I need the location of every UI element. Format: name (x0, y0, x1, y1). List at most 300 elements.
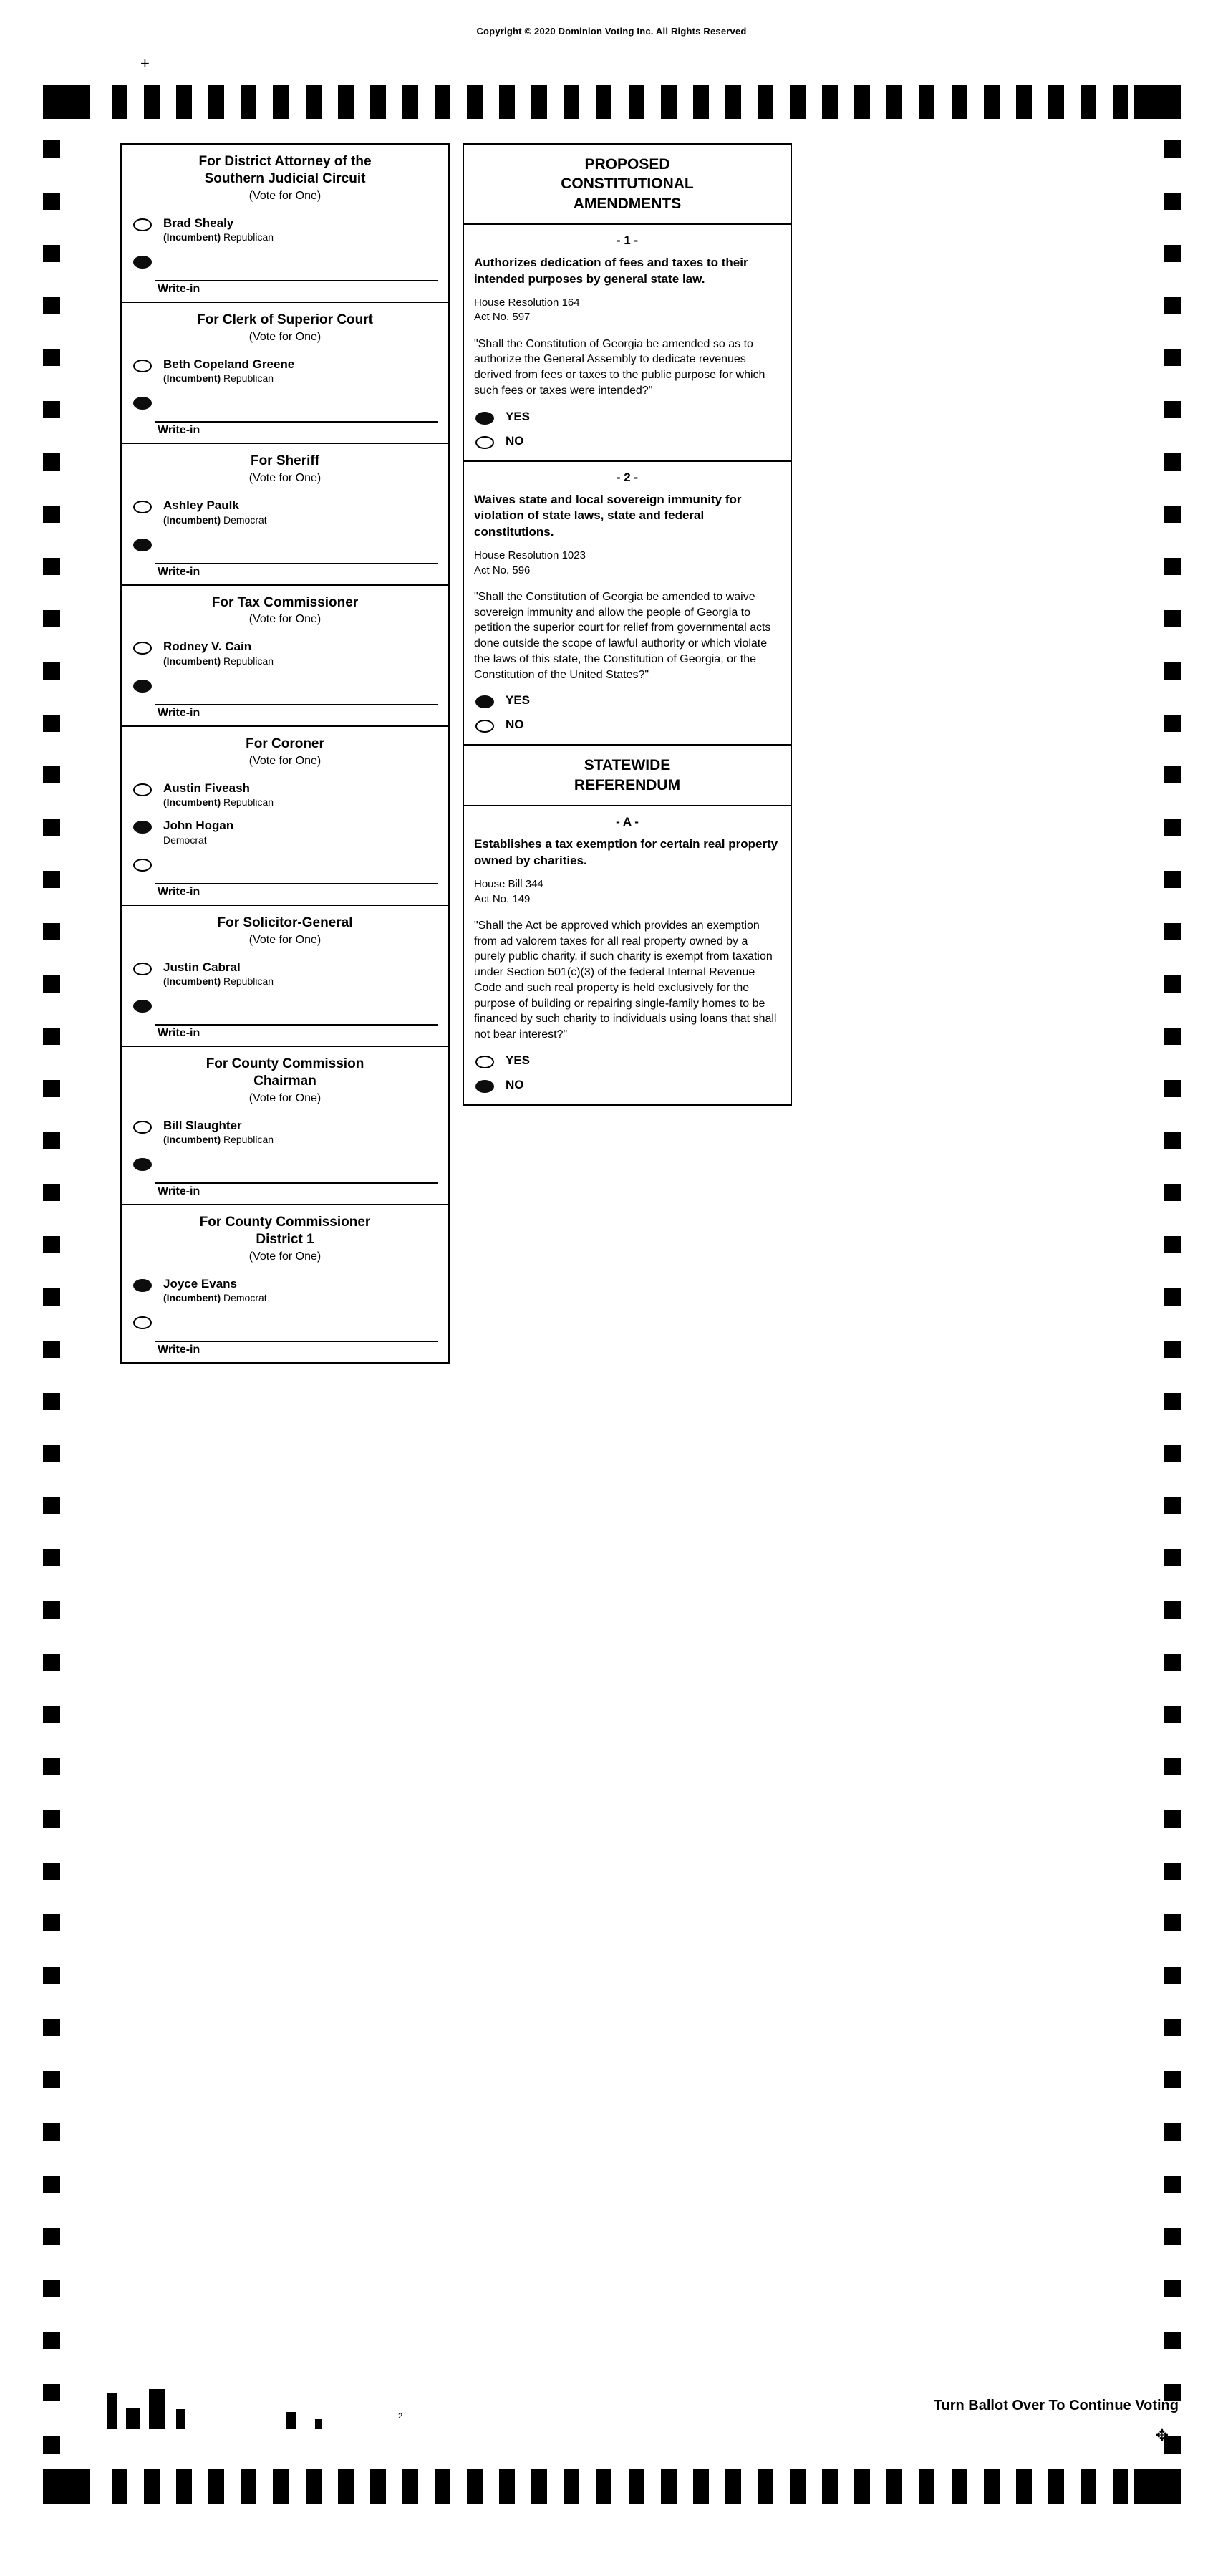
timing-mark (1048, 85, 1064, 119)
contest-title (122, 1205, 448, 1248)
timing-mark (1164, 1236, 1181, 1253)
timing-mark (499, 85, 515, 119)
vote-oval[interactable] (133, 1158, 152, 1171)
timing-mark (43, 558, 60, 575)
timing-mark (886, 85, 902, 119)
candidate-party (163, 796, 441, 809)
write-in-line[interactable]: Write-in (155, 1182, 438, 1204)
timing-mark (370, 2469, 386, 2504)
candidate-name: Beth Copeland Greene (163, 357, 295, 371)
vote-instruction: (Vote for One) (248, 472, 322, 485)
timing-mark (43, 140, 60, 158)
timing-mark (43, 610, 60, 627)
incumbent-marker: (Incumbent) (163, 975, 221, 988)
vote-instruction: (Vote for One) (248, 754, 322, 767)
contest-box (120, 302, 450, 443)
candidate-option[interactable] (122, 493, 448, 531)
incumbent-marker: (Incumbent) (163, 1292, 221, 1304)
timing-mark (1164, 715, 1181, 732)
contest-title (122, 1047, 448, 1090)
timing-mark (273, 85, 289, 119)
timing-mark (43, 1132, 60, 1149)
measure-reference-line: House Bill 344 (474, 878, 543, 891)
timing-mark (758, 2469, 773, 2504)
contest-title (122, 906, 448, 932)
section-header-line: AMENDMENTS (573, 195, 682, 212)
incumbent-marker: (Incumbent) (163, 231, 221, 243)
contest-box (120, 443, 450, 584)
timing-mark (112, 2469, 127, 2504)
timing-mark (1134, 85, 1181, 119)
candidate-name: Rodney V. Cain (163, 640, 252, 654)
candidate-option[interactable] (122, 1114, 448, 1152)
blank-option[interactable] (122, 1309, 448, 1341)
timing-mark (693, 85, 709, 119)
measure-reference (464, 876, 791, 914)
measure-reference-line: House Resolution 164 (474, 296, 580, 309)
incumbent-marker: (Incumbent) (163, 655, 221, 667)
timing-mark (43, 819, 60, 836)
candidate-party (163, 513, 441, 526)
blank-option[interactable] (122, 852, 448, 883)
timing-mark (43, 871, 60, 888)
timing-mark (1016, 85, 1032, 119)
candidate-name: John Hogan (163, 819, 234, 833)
contest-title-line: For Tax Commissioner (211, 594, 359, 610)
timing-mark (758, 85, 773, 119)
vote-yes-option[interactable] (464, 1050, 791, 1074)
vote-option-label: YES (506, 693, 531, 708)
timing-mark (306, 2469, 322, 2504)
timing-mark (596, 85, 612, 119)
vote-oval[interactable] (133, 1000, 152, 1013)
vote-yes-option[interactable] (464, 406, 791, 430)
blank-option[interactable] (122, 672, 448, 704)
candidate-name: Austin Fiveash (163, 781, 250, 795)
timing-mark (1164, 1758, 1181, 1775)
timing-mark (43, 401, 60, 418)
timing-mark (467, 85, 483, 119)
measure-summary: Waives state and local sovereign immunity for violation of state laws, state and federal constitutions. (474, 492, 742, 539)
timing-mark (1164, 1601, 1181, 1619)
candidate-option[interactable] (122, 352, 448, 390)
measure-reference-line: Act No. 596 (474, 564, 531, 577)
measure-text: "Shall the Act be approved which provides an exemption from ad valorem taxes for all real property owned by a purely public charity, if such charity is exempt from taxation under Section 501(c)(3) of the federal Internal Revenue Code and such real property is held exclusively for the purpose of building or repairing single-family homes to be financed by such charity to individuals using loans that shall not bear interest?" (474, 919, 777, 1041)
blank-option[interactable] (122, 531, 448, 563)
timing-mark (1081, 2469, 1096, 2504)
ballot-id-mark (286, 2412, 296, 2429)
timing-mark (43, 1028, 60, 1045)
ballot-measure (464, 462, 791, 745)
timing-mark (693, 2469, 709, 2504)
timing-mark (1164, 1549, 1181, 1566)
timing-mark (208, 85, 224, 119)
candidate-name: Justin Cabral (163, 960, 241, 974)
vote-instruction: (Vote for One) (248, 189, 322, 202)
timing-mark (43, 1549, 60, 1566)
timing-mark (1164, 871, 1181, 888)
contest-box (120, 1046, 450, 1204)
timing-mark (144, 2469, 160, 2504)
timing-mark (241, 2469, 256, 2504)
timing-mark (43, 1601, 60, 1619)
timing-mark (790, 85, 806, 119)
contest-box (120, 584, 450, 725)
timing-mark (43, 2469, 90, 2504)
timing-mark (43, 297, 60, 314)
party-label: Republican (221, 655, 274, 667)
blank-option[interactable] (122, 249, 448, 280)
timing-mark (43, 1236, 60, 1253)
vote-option-label: NO (506, 718, 524, 732)
vote-oval[interactable] (475, 1080, 494, 1093)
candidate-name: Joyce Evans (163, 1276, 238, 1291)
timing-mark (43, 2332, 60, 2349)
timing-mark (1134, 2469, 1181, 2504)
proposed-amendments-section (463, 143, 792, 744)
candidate-party (163, 1291, 441, 1304)
candidate-option[interactable] (122, 776, 448, 814)
timing-mark (822, 85, 838, 119)
candidate-option[interactable] (122, 814, 448, 852)
vote-instruction: (Vote for One) (248, 613, 322, 626)
measure-number: - A - (616, 815, 639, 829)
measure-reference (464, 294, 791, 332)
vote-oval[interactable] (133, 821, 152, 834)
candidate-party (163, 1133, 441, 1146)
copyright-notice: Copyright © 2020 Dominion Voting Inc. All Rights Reserved (476, 26, 747, 37)
timing-mark (176, 2469, 192, 2504)
timing-mark (1164, 1706, 1181, 1723)
timing-mark (1164, 193, 1181, 210)
vote-oval[interactable] (475, 720, 494, 733)
contest-title-line: For Solicitor-General (217, 915, 353, 930)
timing-mark (208, 2469, 224, 2504)
vote-no-option[interactable] (464, 430, 791, 455)
vote-instruction: (Vote for One) (248, 1091, 322, 1104)
contest-title (122, 444, 448, 470)
vote-oval[interactable] (133, 642, 152, 655)
vote-oval[interactable] (133, 501, 152, 513)
vote-no-option[interactable] (464, 1074, 791, 1099)
ballot-column-right (463, 143, 792, 1106)
timing-marks-top (43, 85, 1181, 119)
contest-box (120, 725, 450, 905)
timing-mark (241, 85, 256, 119)
timing-mark (725, 85, 741, 119)
measure-text: "Shall the Constitution of Georgia be amended to waive sovereign immunity and allow the people of Georgia to petition the superior court for relief from governmental acts done outside the scope of lawful authority or which violate the laws of this state, the Constitution of Georgia, or the Constitution of the United States?" (474, 590, 771, 681)
timing-mark (1164, 506, 1181, 523)
party-label: Republican (221, 372, 274, 385)
candidate-option[interactable] (122, 211, 448, 249)
timing-mark (531, 2469, 547, 2504)
candidate-party (163, 231, 441, 243)
timing-mark (1164, 2123, 1181, 2141)
vote-oval[interactable] (475, 436, 494, 449)
ballot-id-mark (315, 2419, 322, 2429)
timing-mark (435, 85, 450, 119)
vote-oval[interactable] (133, 1121, 152, 1134)
measure-summary: Authorizes dedication of fees and taxes to their intended purposes by general state law. (474, 255, 748, 286)
timing-mark (1164, 349, 1181, 366)
timing-mark (43, 766, 60, 783)
timing-mark (1164, 558, 1181, 575)
incumbent-marker: (Incumbent) (163, 513, 221, 526)
contest-title (122, 145, 448, 188)
vote-oval[interactable] (133, 397, 152, 410)
registration-plus-mark: + (140, 54, 150, 72)
timing-mark (1164, 453, 1181, 471)
candidate-party (163, 372, 441, 385)
timing-mark (176, 85, 192, 119)
vote-oval[interactable] (133, 1316, 152, 1329)
vote-oval[interactable] (133, 1279, 152, 1292)
candidate-party (163, 975, 441, 988)
section-header (464, 746, 791, 806)
timing-mark (338, 85, 354, 119)
timing-mark (1164, 610, 1181, 627)
timing-mark (1164, 401, 1181, 418)
timing-mark (1164, 1184, 1181, 1201)
party-label: Republican (221, 796, 274, 809)
timing-mark (43, 193, 60, 210)
timing-mark (919, 2469, 934, 2504)
write-in-line[interactable]: Write-in (155, 1341, 438, 1362)
contest-box (120, 143, 450, 302)
candidate-name: Brad Shealy (163, 216, 234, 230)
timing-mark (43, 923, 60, 940)
contest-title-line: Southern Judicial Circuit (204, 170, 366, 186)
write-in-line[interactable]: Write-in (155, 280, 438, 302)
timing-mark (1164, 1080, 1181, 1097)
contest-title-line: For District Attorney of the (198, 154, 372, 169)
timing-mark (1164, 140, 1181, 158)
timing-mark (43, 1654, 60, 1671)
timing-mark (725, 2469, 741, 2504)
timing-mark (43, 1810, 60, 1828)
timing-mark (43, 2228, 60, 2245)
party-label: Republican (221, 975, 274, 988)
write-in-line[interactable]: Write-in (155, 1024, 438, 1046)
timing-mark (1164, 2071, 1181, 2088)
timing-mark (43, 1497, 60, 1514)
measure-text: "Shall the Constitution of Georgia be amended so as to authorize the General Assembly to dedicate revenues derived from fees or taxes to the public purpose for which such fees or taxes were intended?" (474, 337, 765, 397)
vote-oval[interactable] (475, 412, 494, 425)
measure-summary: Establishes a tax exemption for certain real property owned by charities. (474, 837, 778, 867)
timing-mark (1164, 1028, 1181, 1045)
timing-mark (952, 85, 967, 119)
timing-mark (661, 2469, 677, 2504)
candidate-name: Ashley Paulk (163, 498, 239, 513)
write-in-line[interactable]: Write-in (155, 704, 438, 725)
candidate-option[interactable] (122, 1272, 448, 1310)
contest-title-line: District 1 (256, 1232, 314, 1248)
timing-mark (596, 2469, 612, 2504)
vote-oval[interactable] (133, 539, 152, 551)
timing-mark (43, 2436, 60, 2454)
timing-mark (43, 1967, 60, 1984)
vote-instruction: (Vote for One) (248, 933, 322, 946)
vote-oval[interactable] (133, 256, 152, 269)
section-header-line: STATEWIDE (584, 757, 671, 774)
timing-mark (886, 2469, 902, 2504)
timing-mark (1164, 1132, 1181, 1149)
timing-mark (43, 1341, 60, 1358)
timing-mark (1164, 1497, 1181, 1514)
vote-option-label: NO (506, 1077, 524, 1091)
vote-oval[interactable] (133, 360, 152, 372)
timing-mark (790, 2469, 806, 2504)
timing-mark (43, 1393, 60, 1410)
contest-title-line: Chairman (253, 1074, 316, 1089)
vote-no-option[interactable] (464, 714, 791, 738)
write-in-line[interactable]: Write-in (155, 563, 438, 584)
timing-mark (1164, 1445, 1181, 1462)
timing-mark (43, 1758, 60, 1775)
timing-mark (435, 2469, 450, 2504)
timing-mark (43, 2176, 60, 2193)
timing-mark (1164, 245, 1181, 262)
timing-mark (854, 2469, 870, 2504)
timing-mark (1164, 1967, 1181, 1984)
party-label: Republican (221, 1134, 274, 1146)
measure-reference (464, 547, 791, 585)
timing-mark (564, 2469, 579, 2504)
timing-mark (1164, 1863, 1181, 1880)
timing-mark (1164, 923, 1181, 940)
timing-mark (43, 1080, 60, 1097)
contest-title (122, 727, 448, 753)
blank-option[interactable] (122, 1151, 448, 1182)
timing-mark (1016, 2469, 1032, 2504)
timing-mark (1048, 2469, 1064, 2504)
vote-oval[interactable] (133, 218, 152, 231)
turn-ballot-over-text: Turn Ballot Over To Continue Voting (933, 2398, 1179, 2413)
timing-mark (1164, 2019, 1181, 2036)
timing-mark (1164, 2228, 1181, 2245)
ballot-id-mark (149, 2389, 165, 2429)
timing-mark (531, 85, 547, 119)
contest-title-line: For County Commissioner (199, 1215, 371, 1230)
timing-mark (1164, 1654, 1181, 1671)
timing-mark (1164, 662, 1181, 680)
timing-mark (1164, 1341, 1181, 1358)
timing-mark (43, 1288, 60, 1306)
ballot-measure (464, 225, 791, 462)
timing-mark (43, 2123, 60, 2141)
party-label: Republican (221, 231, 274, 243)
timing-mark (467, 2469, 483, 2504)
bottom-id-marks (107, 2385, 437, 2429)
write-in-line[interactable]: Write-in (155, 883, 438, 905)
vote-oval[interactable] (133, 783, 152, 796)
measure-reference-line: House Resolution 1023 (474, 549, 586, 562)
timing-marks-right (1164, 140, 1181, 2454)
contest-title (122, 303, 448, 329)
timing-mark (43, 1184, 60, 1201)
candidate-option[interactable] (122, 955, 448, 993)
vote-yes-option[interactable] (464, 690, 791, 714)
timing-mark (43, 715, 60, 732)
incumbent-marker: (Incumbent) (163, 796, 221, 809)
timing-mark (629, 2469, 644, 2504)
party-label: Democrat (221, 1292, 267, 1304)
candidate-option[interactable] (122, 635, 448, 672)
timing-mark (984, 2469, 1000, 2504)
timing-mark (43, 662, 60, 680)
timing-mark (43, 245, 60, 262)
incumbent-marker: (Incumbent) (163, 372, 221, 385)
timing-mark (1164, 1393, 1181, 1410)
measure-reference-line: Act No. 597 (474, 311, 531, 324)
contest-box (120, 905, 450, 1046)
timing-mark (854, 85, 870, 119)
timing-mark (919, 85, 934, 119)
write-in-line[interactable]: Write-in (155, 421, 438, 443)
timing-mark (43, 85, 90, 119)
party-label: Democrat (221, 513, 267, 526)
timing-mark (1164, 1288, 1181, 1306)
timing-mark (43, 2384, 60, 2401)
timing-mark (1164, 297, 1181, 314)
vote-instruction: (Vote for One) (248, 330, 322, 343)
contest-box (120, 1204, 450, 1364)
timing-mark (112, 85, 127, 119)
section-header-line: CONSTITUTIONAL (561, 175, 694, 193)
timing-mark (43, 2019, 60, 2036)
timing-marks-left (43, 140, 60, 2454)
bottom-small-tick: 2 (398, 2412, 403, 2421)
timing-mark (499, 2469, 515, 2504)
section-header-line: PROPOSED (584, 156, 670, 173)
candidate-party (163, 834, 441, 846)
contest-title-line: For Sheriff (250, 453, 320, 469)
vote-oval[interactable] (133, 680, 152, 693)
vote-option-label: NO (506, 433, 524, 448)
ballot-id-mark (176, 2409, 185, 2429)
timing-mark (564, 85, 579, 119)
candidate-name: Bill Slaughter (163, 1118, 242, 1132)
ballot-column-left (120, 143, 450, 1364)
blank-option[interactable] (122, 993, 448, 1024)
ballot-id-mark (126, 2408, 140, 2429)
timing-mark (952, 2469, 967, 2504)
timing-mark (43, 1706, 60, 1723)
timing-mark (43, 2280, 60, 2297)
timing-mark (43, 1445, 60, 1462)
timing-mark (661, 85, 677, 119)
timing-mark (1164, 1914, 1181, 1931)
vote-oval[interactable] (475, 695, 494, 708)
vote-instruction: (Vote for One) (248, 1250, 322, 1263)
timing-mark (1164, 819, 1181, 836)
contest-title-line: For County Commission (206, 1056, 364, 1072)
timing-mark (1164, 2280, 1181, 2297)
vote-oval[interactable] (133, 963, 152, 975)
vote-option-label: YES (506, 409, 531, 423)
timing-marks-bottom (43, 2469, 1181, 2504)
vote-oval[interactable] (475, 1056, 494, 1068)
measure-number: - 2 - (616, 470, 639, 484)
vote-oval[interactable] (133, 859, 152, 872)
measure-number: - 1 - (616, 233, 639, 247)
blank-option[interactable] (122, 390, 448, 421)
timing-mark (1164, 2332, 1181, 2349)
timing-mark (629, 85, 644, 119)
candidate-party (163, 655, 441, 667)
timing-mark (43, 975, 60, 993)
contest-title-line: For Coroner (246, 736, 324, 752)
